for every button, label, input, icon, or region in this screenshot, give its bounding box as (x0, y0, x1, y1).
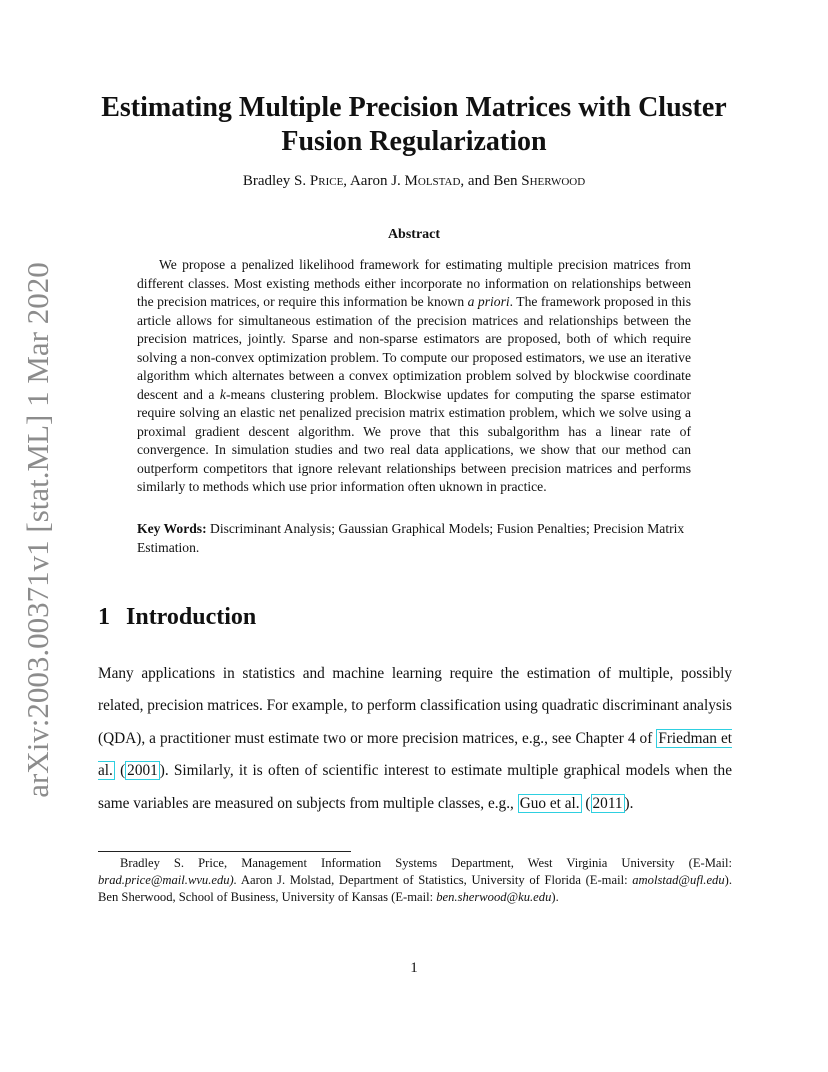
keywords-label: Key Words: (137, 521, 207, 536)
section-title: Introduction (126, 604, 257, 630)
footnote-divider (98, 851, 351, 852)
introduction-paragraph (98, 658, 732, 820)
abstract-emphasis: a priori (467, 294, 510, 309)
abstract-math-k: k (219, 386, 226, 402)
body-segment: ). Similarly, it is often of scientific interest to estimate multiple graphical models when the same variables are measured on subjects from multiple classes, e.g., (98, 762, 732, 812)
citation-year-link-friedman[interactable]: 2001 (127, 762, 158, 780)
body-segment: ( (581, 794, 591, 812)
abstract-segment: We propose a penalized likelihood framework for estimating multiple precision matrices from different classes. Most existing methods either incorporate no information on relationships between the precision matrices, or require this information be known (137, 257, 691, 309)
citation-year-link-guo[interactable]: 2011 (592, 794, 623, 812)
body-segment: ). (624, 794, 634, 812)
abstract-segment: . The framework proposed in this article allows for simultaneous estimation of the precision matrices and relationships between the precision matrices, jointly. Sparse and non-sparse estimators are proposed, both of which require solving a non-convex optimization problem. To compute our proposed estimators, we use an iterative algorithm which alternates between a convex optimization problem solved by blockwise coordinate descent and a (137, 294, 691, 402)
email-text: amolstad@ufl.edu (632, 873, 725, 887)
email-text: brad.price@mail.wvu.edu). (98, 873, 237, 887)
body-segment: Many applications in statistics and machine learning require the estimation of multiple, possibly related, precision matrices. For example, to perform classification using quadratic discriminant analysis (QDA), a practitioner must estimate two or more precision matrices, e.g., see Chapter 4 of (98, 665, 732, 747)
keywords-text: Discriminant Analysis; Gaussian Graphical Models; Fusion Penalties; Precision Matrix Estimation. (137, 521, 685, 555)
abstract-heading: Abstract (387, 227, 441, 242)
author-separator: , and Ben (460, 173, 522, 189)
paper-title: Estimating Multiple Precision Matrices with Cluster Fusion Regularization (101, 92, 727, 157)
footnote-segment: Aaron J. Molstad, Department of Statistics, University of Florida (E-mail: (236, 873, 633, 887)
email-text: ben.sherwood@ku.edu (436, 890, 552, 904)
page-number: 1 (410, 960, 418, 976)
author-separator: , Aaron J. (343, 173, 405, 189)
author-surname: Molstad (404, 173, 461, 189)
author-first-name: Bradley S. (242, 173, 310, 189)
author-surname: Sherwood (521, 173, 586, 189)
section-heading (98, 604, 256, 631)
keywords (137, 520, 691, 557)
citation-link-friedman[interactable]: Friedman et al. (98, 729, 732, 780)
author-surname: Price (309, 173, 344, 189)
abstract-segment: -means clustering problem. Blockwise updates for computing the sparse estimator require solving an elastic net penalized precision matrix estimation problem, which we solve using a proximal gradient descent algorithm. We prove that this subalgorithm has a linear rate of convergence. In simulation studies and two real data applications, we show that our method can outperform competitors that ignore relevant relationships between precision matrices and performs similarly to methods which use prior information often uknown in practice. (137, 386, 692, 494)
footnote-segment: ). (551, 890, 559, 904)
body-segment: ( (114, 762, 126, 780)
author-footnote (98, 855, 732, 906)
section-number: 1 (98, 604, 110, 630)
author-list (80, 173, 748, 190)
arxiv-identifier-stamp: arXiv:2003.00371v1 [stat.ML] 1 Mar 2020 (20, 262, 55, 798)
footnote-segment: Bradley S. Price, Management Information Systems Department, West Virginia University (E-Mail: (120, 856, 732, 870)
citation-link-guo[interactable]: Guo et al. (519, 794, 580, 812)
abstract-text (137, 256, 691, 497)
footnote-segment: ). Ben Sherwood, School of Business, University of Kansas (E-mail: (98, 873, 732, 904)
